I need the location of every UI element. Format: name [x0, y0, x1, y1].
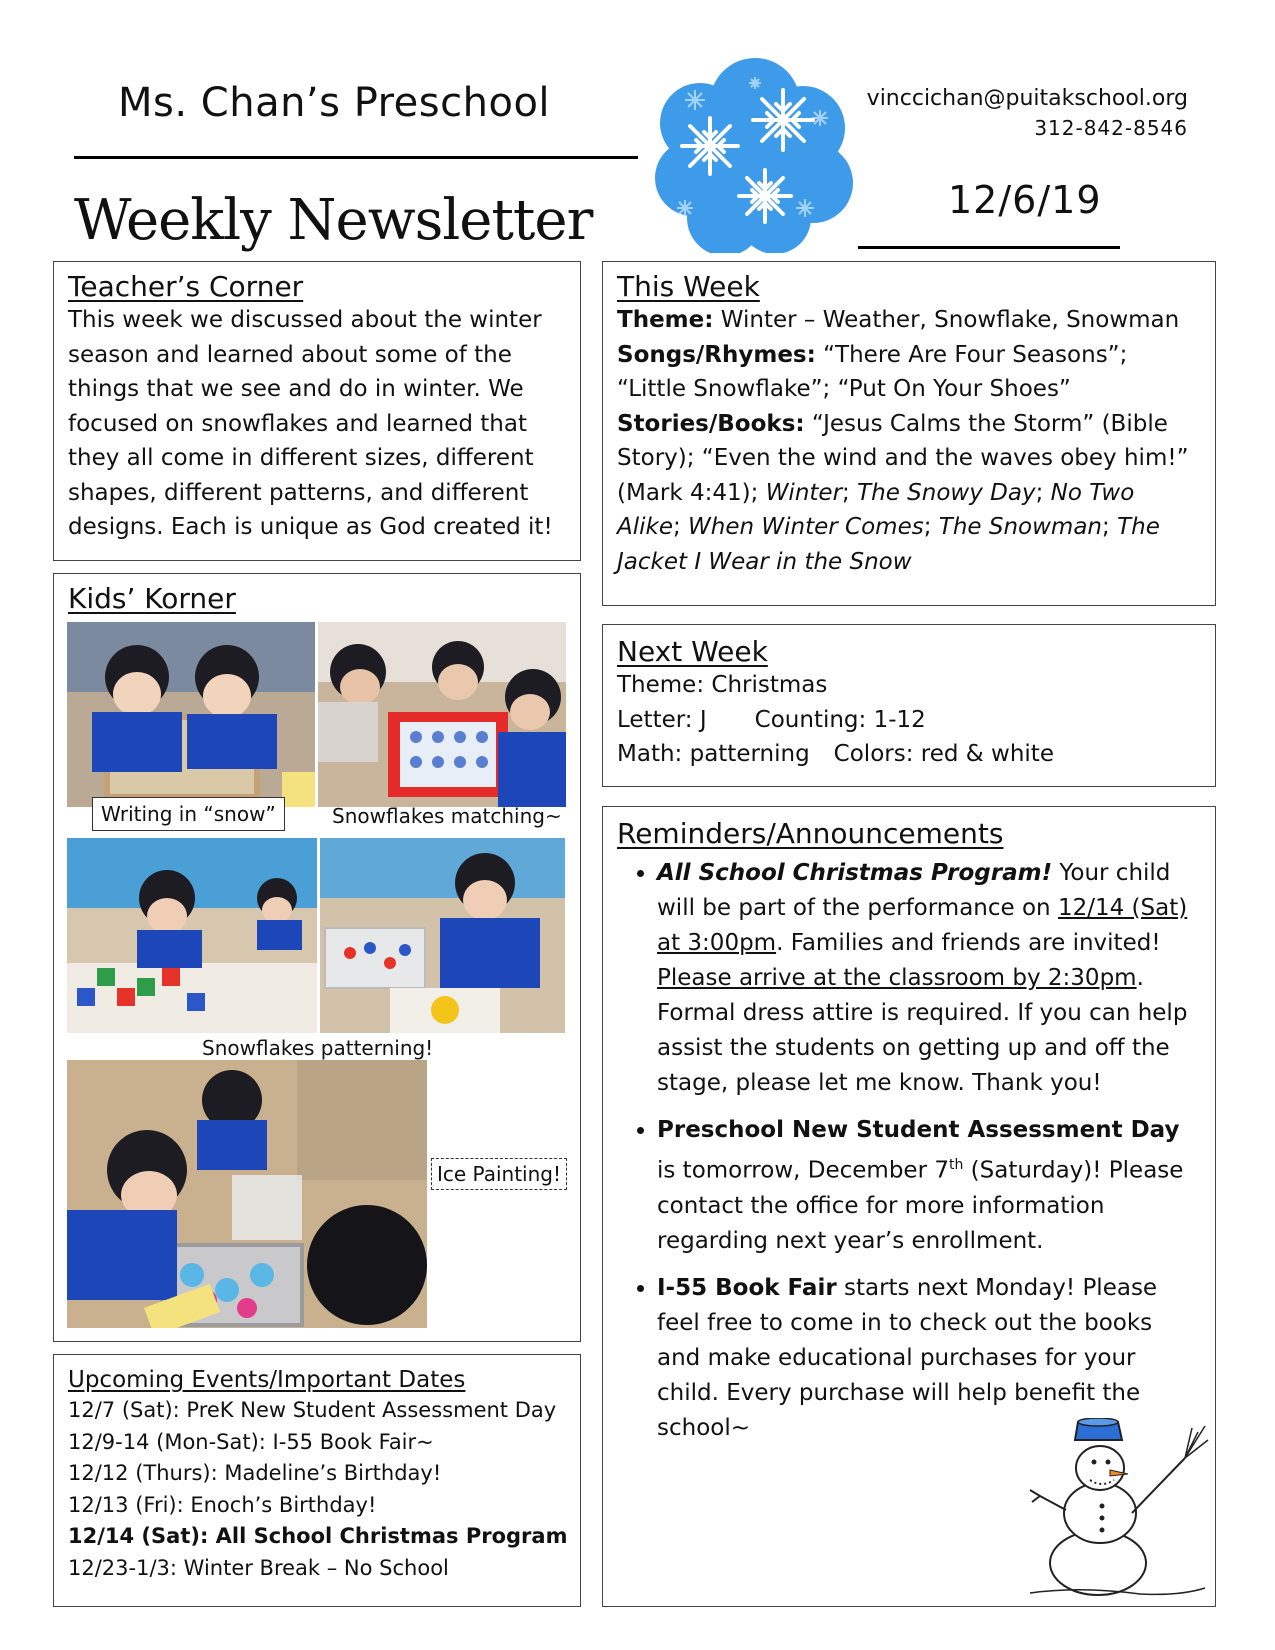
events-heading: Upcoming Events/Important Dates — [68, 1367, 466, 1393]
next-week-counting: Counting: 1-12 — [754, 706, 926, 733]
caption-ice-text: Ice Painting! — [437, 1162, 561, 1186]
event-item: 12/7 (Sat): PreK New Student Assessment Day — [68, 1398, 557, 1422]
reminder-1-text-c: . Formal dress attire is required. If you can help assist the students on getting up and off the stage, please let me know. Thank you! — [657, 965, 1188, 1096]
caption-ice-painting — [431, 1158, 567, 1190]
next-week-math-row — [617, 737, 1201, 772]
caption-snowflakes-matching: Snowflakes matching~ — [332, 804, 562, 828]
header-rule-left — [74, 156, 638, 159]
book-title: No Two Alike — [617, 479, 1135, 540]
next-week-box — [602, 624, 1216, 787]
book-title: The Jacket I Wear in the Snow — [617, 514, 1160, 575]
reminders-heading: Reminders/Announcements — [617, 817, 1004, 850]
this-week-box — [602, 261, 1216, 606]
reminder-2-sup: th — [948, 1157, 964, 1173]
caption-snowflakes-patterning: Snowflakes patterning! — [202, 1036, 434, 1060]
reminder-1-text-b: . Families and friends are invited! — [776, 930, 1161, 956]
teachers-corner-box — [53, 261, 581, 561]
upcoming-events-box — [53, 1354, 581, 1607]
reminder-3-title: I-55 Book Fair — [657, 1274, 837, 1301]
separator: ; — [672, 514, 689, 540]
school-name: Ms. Chan’s Preschool — [118, 80, 551, 126]
next-week-letter-row — [617, 703, 1201, 738]
snowman-illustration — [1020, 1418, 1210, 1598]
snowflake-logo — [655, 58, 855, 253]
this-week-stories — [617, 407, 1201, 580]
page-title: Weekly Newsletter — [74, 188, 593, 253]
header-rule-right — [858, 246, 1120, 249]
photo-ice-painting — [67, 1060, 427, 1328]
theme-value: Winter – Weather, Snowflake, Snowman — [713, 307, 1180, 333]
reminder-1-text-a: Your child will be part of the performance on — [657, 860, 1171, 921]
next-week-heading: Next Week — [617, 635, 768, 668]
separator: ; — [1035, 479, 1051, 506]
separator: ; — [1102, 514, 1118, 540]
next-week-letter: Letter: J — [617, 706, 707, 733]
reminder-2-title: Preschool New Student Assessment Day — [657, 1117, 1180, 1143]
songs-value: “There Are Four Seasons”; “Little Snowflake”; “Put On Your Shoes” — [617, 341, 1128, 402]
theme-label: Theme: — [617, 307, 714, 333]
caption-writing-text: Writing in “snow” — [101, 802, 276, 826]
reminder-1-title: All School Christmas Program! — [657, 860, 1053, 886]
reminders-list — [617, 856, 1201, 1446]
photo-snowflakes-patterning-1 — [67, 838, 317, 1033]
next-week-theme: Theme: Christmas — [617, 672, 828, 698]
event-item: 12/13 (Fri): Enoch’s Birthday! — [68, 1492, 377, 1517]
event-item: 12/23-1/3: Winter Break – No School — [68, 1555, 449, 1580]
reminder-2-text-b: (Saturday)! Please contact the office for more information regarding next year’s enrollment. — [657, 1157, 1184, 1254]
photo-writing-in-snow — [67, 622, 315, 807]
book-title: When Winter Comes — [688, 514, 924, 540]
caption-writing-in-snow — [92, 797, 285, 831]
songs-label: Songs/Rhymes: — [617, 341, 816, 368]
stories-value: “Jesus Calms the Storm” (Bible Story); “Even the wind and the waves obey him!” (Mark 4:41); — [617, 410, 1189, 506]
reminder-item — [657, 856, 1201, 1101]
next-week-colors: Colors: red & white — [833, 741, 1054, 767]
book-title: The Snowy Day — [857, 479, 1036, 506]
this-week-songs — [617, 338, 1201, 407]
reminder-item — [657, 1113, 1201, 1259]
book-title: Winter — [765, 479, 843, 506]
this-week-heading: This Week — [617, 270, 760, 303]
teachers-corner-heading: Teacher’s Corner — [68, 270, 304, 303]
next-week-math: Math: patterning — [617, 741, 810, 767]
kids-korner-heading: Kids’ Korner — [68, 582, 236, 615]
reminder-1-arrive: Please arrive at the classroom by 2:30pm — [657, 965, 1137, 991]
newsletter-date: 12/6/19 — [948, 178, 1102, 222]
event-item-highlight: 12/14 (Sat): All School Christmas Program — [68, 1524, 568, 1548]
teacher-email[interactable]: vinccichan@puitakschool.org — [866, 86, 1188, 111]
photo-snowflakes-matching — [318, 622, 566, 807]
reminder-2-text-a: is tomorrow, December 7 — [657, 1157, 949, 1184]
book-title: The Snowman — [938, 514, 1103, 540]
separator: ; — [842, 479, 858, 506]
stories-label: Stories/Books: — [617, 410, 805, 437]
separator: ; — [923, 514, 939, 540]
teacher-phone: 312-842-8546 — [1034, 116, 1188, 140]
photo-snowflakes-patterning-2 — [320, 838, 565, 1033]
this-week-theme — [617, 303, 1201, 338]
reminder-1-date: 12/14 (Sat) at 3:00pm — [657, 895, 1188, 956]
event-item: 12/9-14 (Mon-Sat): I-55 Book Fair~ — [68, 1429, 434, 1454]
reminder-3-text: starts next Monday! Please feel free to come in to check out the books and make educational purchases for your child. Every purchase will help benefit the school~ — [657, 1274, 1158, 1441]
event-item: 12/12 (Thurs): Madeline’s Birthday! — [68, 1461, 442, 1485]
teachers-corner-text: This week we discussed about the winter season and learned about some of the things that we see and do in winter. We focused on snowflakes and learned that they all come in different sizes, different shapes, different patterns, and different designs. Each is unique as God created it! — [68, 307, 553, 540]
